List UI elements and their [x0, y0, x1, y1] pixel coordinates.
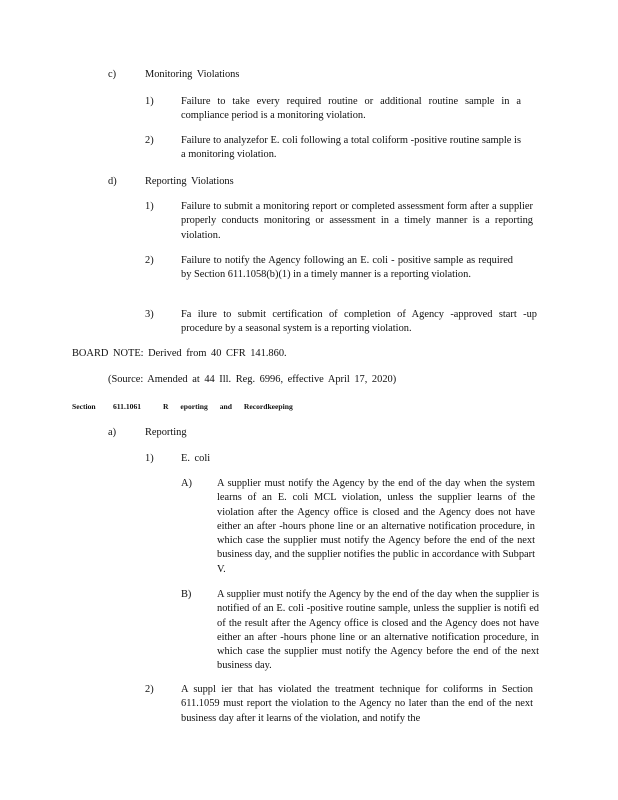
subsection-a-label: a) — [108, 427, 117, 438]
item-d2-text: Failure to notify the Agency following an E. coli - positive sample as required by Section 611.1058(b)(1) in a timely manner is a reporting violation. — [181, 255, 513, 281]
item-a2-number: 2) — [145, 684, 154, 695]
item-a1A-number: A) — [181, 478, 192, 489]
section-title: R eporting and Recordkeeping — [163, 402, 293, 411]
item-d2-number: 2) — [145, 255, 154, 266]
item-d1-number: 1) — [145, 201, 154, 212]
section-prefix: Section — [72, 402, 96, 411]
item-a2-text: A suppl ier that has violated the treatment technique for coliforms in Section 611.1059 must report the violation to the Agency no later than the end of the next business day after it learns of the violation, and notify the — [181, 684, 533, 724]
item-d3-number: 3) — [145, 309, 154, 320]
source-note: (Source: Amended at 44 Ill. Reg. 6996, effective April 17, 2020) — [108, 374, 397, 385]
item-c1-text: Failure to take every required routine or additional routine sample in a compliance period is a monitoring violation. — [181, 96, 521, 122]
item-c2-text: Failure to analyzefor E. coli following a total coliform -positive routine sample is a monitoring violation. — [181, 135, 521, 161]
board-note: BOARD NOTE: Derived from 40 CFR 141.860. — [72, 348, 287, 359]
item-d1-text: Failure to submit a monitoring report or completed assessment form after a supplier properly conducts monitoring or assessment in a timely manner is a reporting violation. — [181, 201, 533, 241]
item-a1-number: 1) — [145, 453, 154, 464]
item-a1A-text: A supplier must notify the Agency by the end of the day when the system learns of an E. coli MCL violation, unless the supplier learns of the violation after the Agency office is closed and the Agency does not have either an after -hours phone line or an alternative notification procedure, in which case the supplier must notify the Agency before the end of the next business day, and the supplier notifies the public in accordance with Subpart V. — [217, 478, 535, 575]
subsection-d-heading: Reporting Violations — [145, 176, 234, 187]
item-a1B-number: B) — [181, 589, 192, 600]
subsection-d-label: d) — [108, 176, 117, 187]
item-d3-text: Fa ilure to submit certification of completion of Agency -approved start -up procedure by a seasonal system is a reporting violation. — [181, 309, 537, 335]
item-c2-number: 2) — [145, 135, 154, 146]
item-a1-heading: E. coli — [181, 453, 211, 464]
subsection-c-label: c) — [108, 69, 117, 80]
item-c1-number: 1) — [145, 96, 154, 107]
subsection-c-heading: Monitoring Violations — [145, 69, 240, 80]
subsection-a-heading: Reporting — [145, 427, 187, 438]
section-number: 611.1061 — [113, 402, 142, 411]
item-a1B-text: A supplier must notify the Agency by the end of the day when the supplier is notified of an E. coli -positive routine sample, unless the supplier is notifi ed of the result after the Agency office is closed and the Agency does not have either an after -hours phone line or an alternative notification procedure, in which case the supplier must notify the Agency before the end of the next business day. — [217, 589, 539, 672]
